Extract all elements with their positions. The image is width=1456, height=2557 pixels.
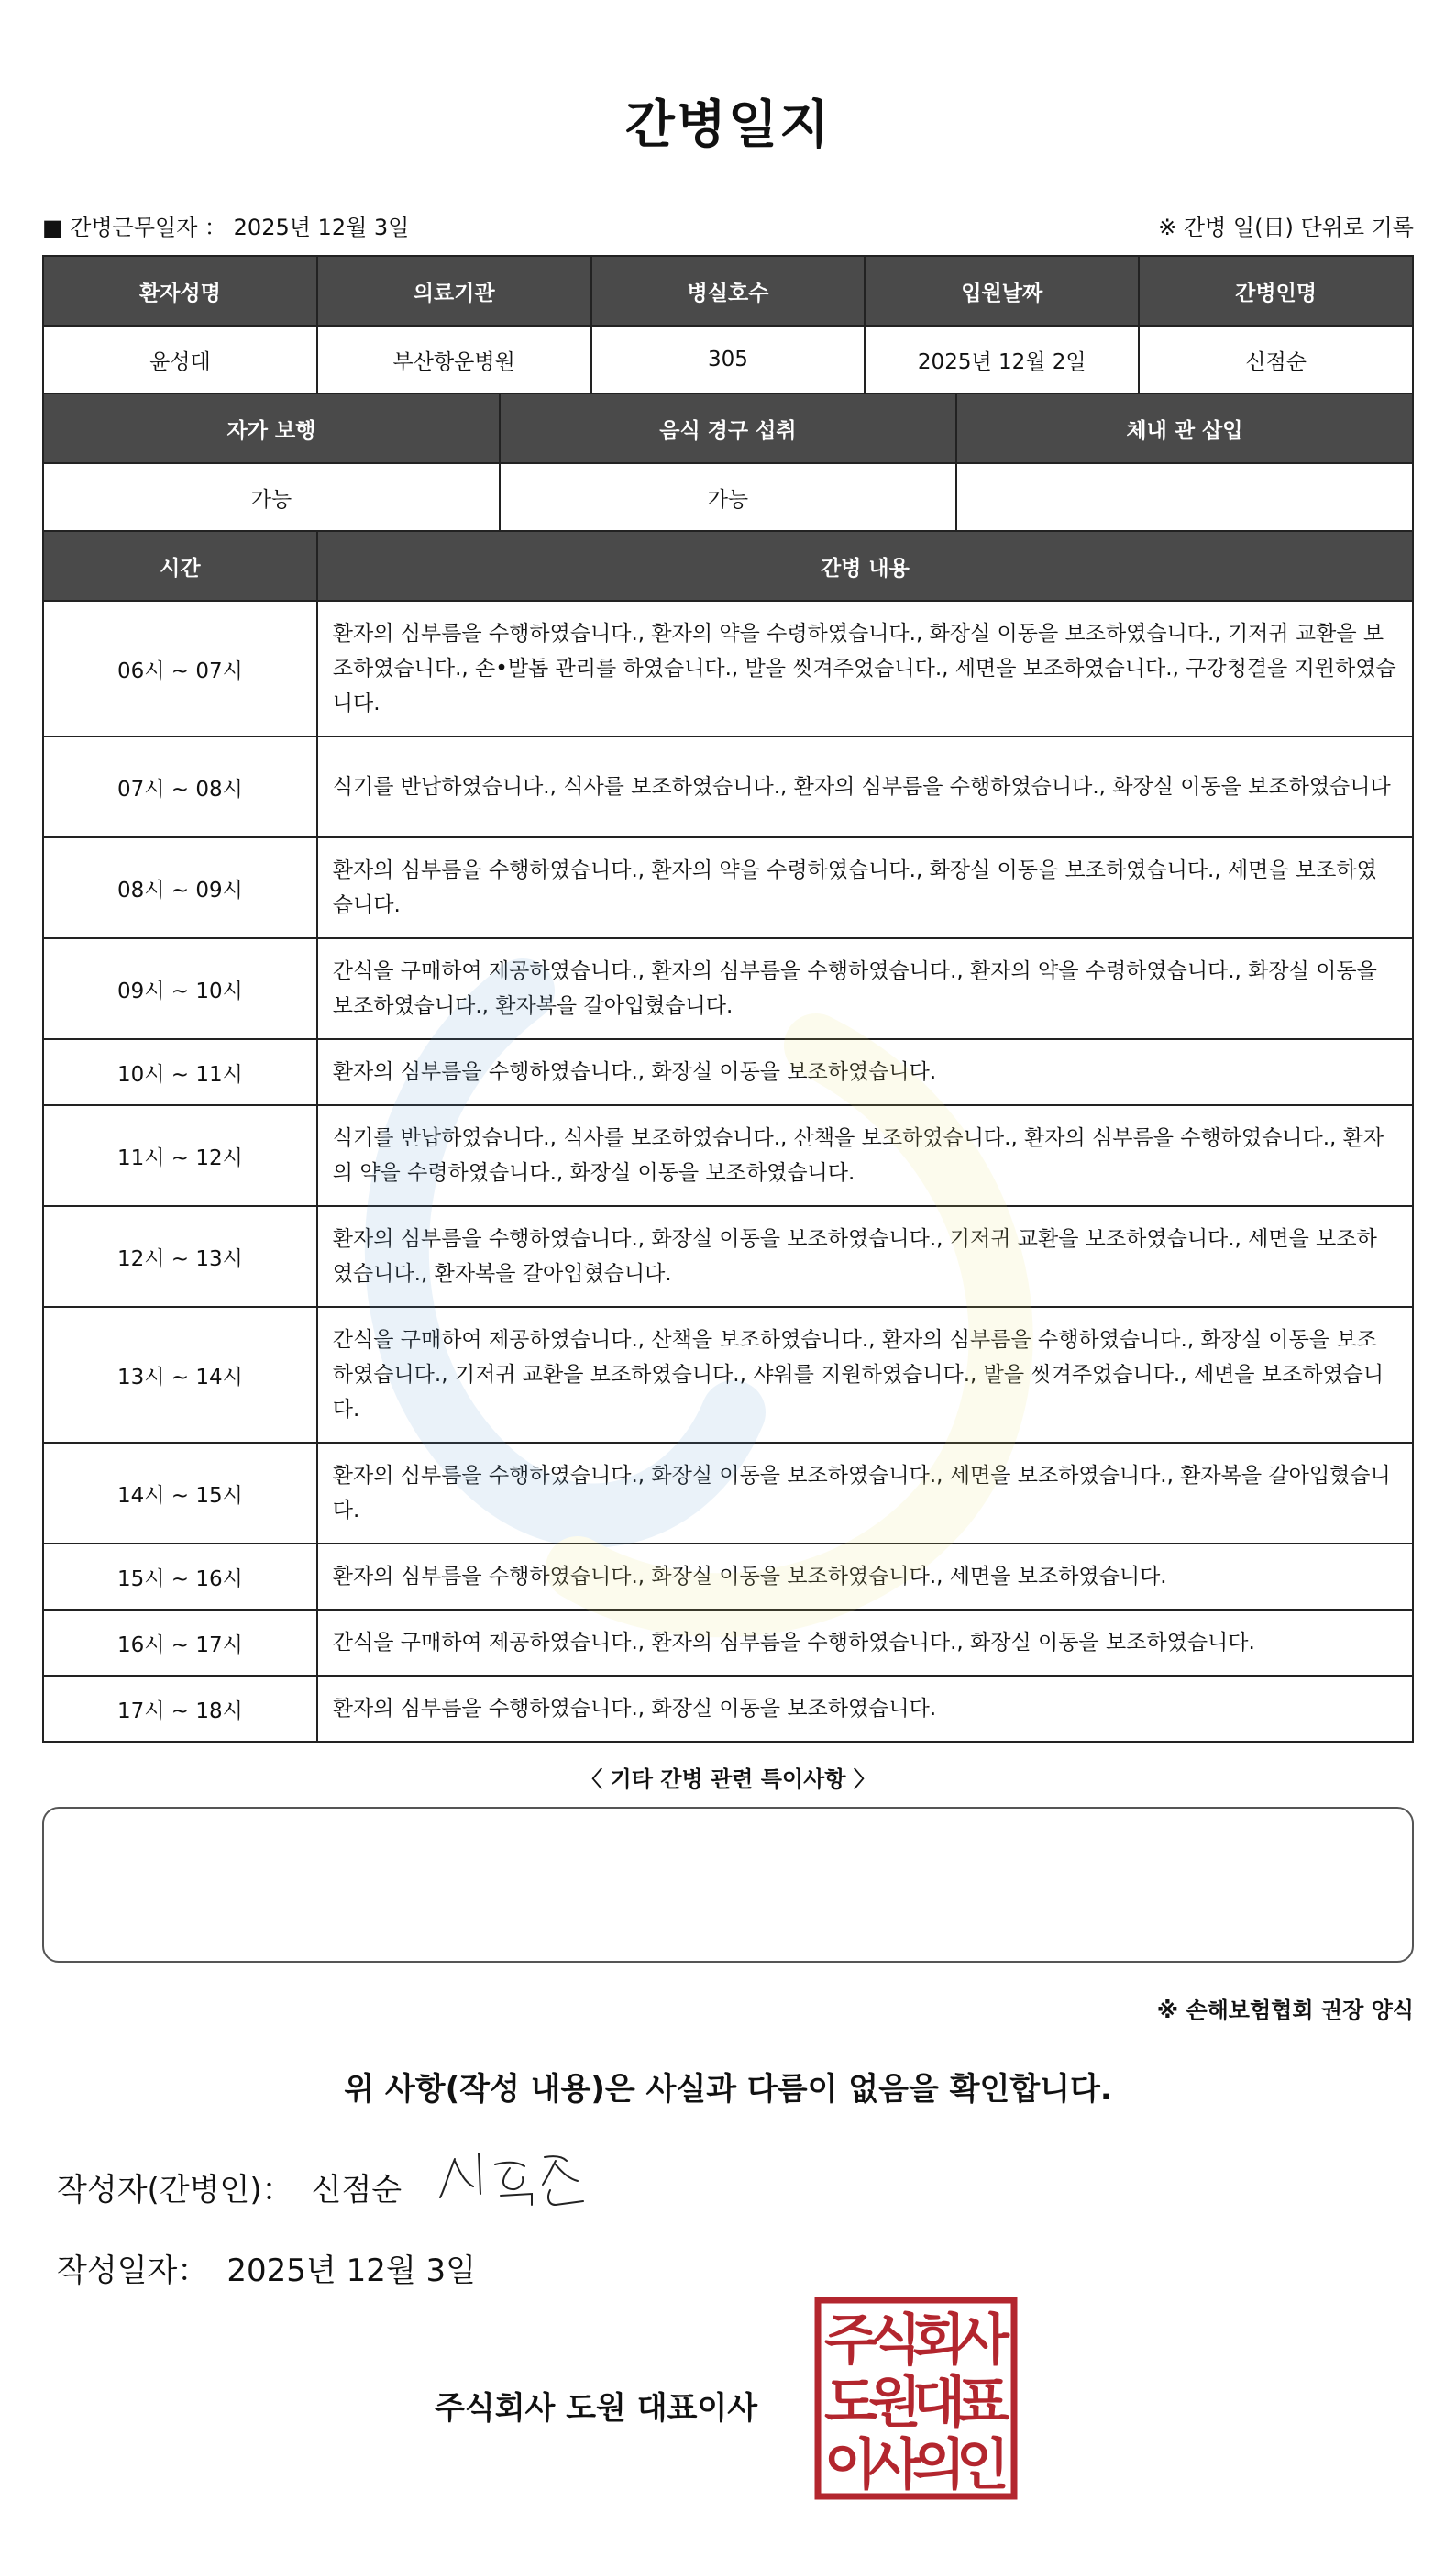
- log-content: 환자의 심부름을 수행하였습니다., 화장실 이동을 보조하였습니다.: [317, 1676, 1413, 1742]
- log-time: 17시 ~ 18시: [43, 1676, 317, 1742]
- log-content: 간식을 구매하여 제공하였습니다., 환자의 심부름을 수행하였습니다., 화장실 이동을 보조하였습니다.: [317, 1610, 1413, 1676]
- writer-line: [57, 2164, 402, 2209]
- patient-name: 윤성대: [43, 326, 317, 393]
- svg-text:식: 식: [868, 2308, 921, 2373]
- patient-status-table: [42, 393, 1414, 532]
- svg-text:인: 인: [956, 2433, 1009, 2497]
- header-room: 병실호수: [591, 256, 866, 326]
- company-seal-stamp-icon: [814, 2297, 1018, 2500]
- log-content: 환자의 심부름을 수행하였습니다., 환자의 약을 수령하였습니다., 화장실 이동을 보조하였습니다., 기저귀 교환을 보조하였습니다., 손•발톱 관리를 하였습니다., 발을 씻겨주었습니다., 세면을 보조하였습니다., 구강청결을 지원하였습니다.: [317, 601, 1413, 736]
- log-time: 10시 ~ 11시: [43, 1039, 317, 1105]
- care-log-table: [42, 530, 1414, 1743]
- write-date-line: [57, 2245, 476, 2290]
- tube-insertion-status: [956, 463, 1413, 531]
- table-row: [43, 1544, 1413, 1610]
- log-content: 간식을 구매하여 제공하였습니다., 산책을 보조하였습니다., 환자의 심부름을 수행하였습니다., 화장실 이동을 보조하였습니다., 기저귀 교환을 보조하였습니다., 샤워를 지원하였습니다., 발을 씻겨주었습니다., 세면을 보조하였습니다.: [317, 1307, 1413, 1443]
- table-row: [43, 736, 1413, 837]
- care-log-header-row: [43, 531, 1413, 601]
- header-caregiver-name: 간병인명: [1139, 256, 1413, 326]
- log-time: 15시 ~ 16시: [43, 1544, 317, 1610]
- write-date-label: 작성일자：: [57, 2253, 209, 2289]
- header-care-content: 간병 내용: [317, 531, 1413, 601]
- unit-note: ※ 간병 일(日) 단위로 기록: [1158, 215, 1414, 240]
- svg-text:회: 회: [912, 2308, 965, 2373]
- header-walking: 자가 보행: [43, 393, 500, 463]
- signature-icon: [436, 2141, 592, 2214]
- document-title: 간병일지: [624, 95, 832, 155]
- patient-info-value-row: [43, 326, 1413, 393]
- log-time: 16시 ~ 17시: [43, 1610, 317, 1676]
- table-row: [43, 1206, 1413, 1307]
- svg-text:원: 원: [868, 2371, 921, 2435]
- work-date: ■ 간병근무일자 ： 2025년 12월 3일: [42, 215, 410, 240]
- walking-status: 가능: [43, 463, 500, 531]
- confirmation-statement: 위 사항(작성 내용)은 사실과 다름이 없음을 확인합니다.: [344, 2071, 1112, 2108]
- log-content: 간식을 구매하여 제공하였습니다., 환자의 심부름을 수행하였습니다., 환자의 약을 수령하였습니다., 화장실 이동을 보조하였습니다., 환자복을 갈아입혔습니다.: [317, 938, 1413, 1039]
- header-oral-intake: 음식 경구 섭취: [500, 393, 956, 463]
- writer-name: 신점순: [311, 2172, 403, 2208]
- svg-text:사: 사: [868, 2433, 921, 2497]
- log-content: 식기를 반납하였습니다., 식사를 보조하였습니다., 환자의 심부름을 수행하였습니다., 화장실 이동을 보조하였습니다: [317, 736, 1413, 837]
- log-time: 11시 ~ 12시: [43, 1105, 317, 1206]
- writer-label: 작성자(간병인)：: [57, 2172, 293, 2208]
- table-row: [43, 1039, 1413, 1105]
- patient-status-header-row: [43, 393, 1413, 463]
- log-content: 환자의 심부름을 수행하였습니다., 화장실 이동을 보조하였습니다., 세면을 보조하였습니다.: [317, 1544, 1413, 1610]
- log-time: 08시 ~ 09시: [43, 837, 317, 938]
- association-note: ※ 손해보험협회 권장 양식: [1156, 1998, 1414, 2023]
- log-time: 06시 ~ 07시: [43, 601, 317, 736]
- log-content: 환자의 심부름을 수행하였습니다., 화장실 이동을 보조하였습니다., 기저귀 교환을 보조하였습니다., 세면을 보조하였습니다., 환자복을 갈아입혔습니다.: [317, 1206, 1413, 1307]
- hospital-name: 부산항운병원: [317, 326, 591, 393]
- svg-text:도: 도: [824, 2371, 877, 2435]
- log-time: 07시 ~ 08시: [43, 736, 317, 837]
- table-row: [43, 1307, 1413, 1443]
- header-hospital: 의료기관: [317, 256, 591, 326]
- log-content: 환자의 심부름을 수행하였습니다., 환자의 약을 수령하였습니다., 화장실 이동을 보조하였습니다., 세면을 보조하였습니다.: [317, 837, 1413, 938]
- table-row: [43, 1610, 1413, 1676]
- company-representative: 주식회사 도원 대표이사: [435, 2390, 758, 2427]
- svg-text:대: 대: [912, 2371, 965, 2435]
- table-row: [43, 1676, 1413, 1742]
- log-content: 환자의 심부름을 수행하였습니다., 화장실 이동을 보조하였습니다.: [317, 1039, 1413, 1105]
- svg-text:의: 의: [912, 2433, 965, 2497]
- header-time: 시간: [43, 531, 317, 601]
- svg-text:주: 주: [824, 2308, 877, 2373]
- table-row: [43, 1105, 1413, 1206]
- write-date: 2025년 12월 3일: [226, 2253, 476, 2289]
- table-row: [43, 837, 1413, 938]
- log-time: 13시 ~ 14시: [43, 1307, 317, 1443]
- table-row: [43, 938, 1413, 1039]
- log-time: 09시 ~ 10시: [43, 938, 317, 1039]
- room-number: 305: [591, 326, 866, 393]
- table-row: [43, 1443, 1413, 1544]
- log-time: 12시 ~ 13시: [43, 1206, 317, 1307]
- special-notes-title: 〈 기타 간병 관련 특이사항 〉: [580, 1766, 876, 1792]
- log-time: 14시 ~ 15시: [43, 1443, 317, 1544]
- svg-text:이: 이: [824, 2433, 877, 2497]
- special-notes-box: [42, 1807, 1414, 1963]
- log-content: 식기를 반납하였습니다., 식사를 보조하였습니다., 산책을 보조하였습니다., 환자의 심부름을 수행하였습니다., 환자의 약을 수령하였습니다., 화장실 이동을 보조하였습니다.: [317, 1105, 1413, 1206]
- patient-info-header-row: [43, 256, 1413, 326]
- log-content: 환자의 심부름을 수행하였습니다., 화장실 이동을 보조하였습니다., 세면을 보조하였습니다., 환자복을 갈아입혔습니다.: [317, 1443, 1413, 1544]
- header-admission-date: 입원날짜: [865, 256, 1139, 326]
- oral-intake-status: 가능: [500, 463, 956, 531]
- table-row: [43, 601, 1413, 736]
- svg-text:표: 표: [956, 2371, 1009, 2435]
- patient-status-value-row: [43, 463, 1413, 531]
- patient-info-table: [42, 255, 1414, 394]
- header-patient-name: 환자성명: [43, 256, 317, 326]
- svg-text:사: 사: [956, 2308, 1009, 2373]
- caregiver-name: 신점순: [1139, 326, 1413, 393]
- header-tube-insertion: 체내 관 삽입: [956, 393, 1413, 463]
- admission-date: 2025년 12월 2일: [865, 326, 1139, 393]
